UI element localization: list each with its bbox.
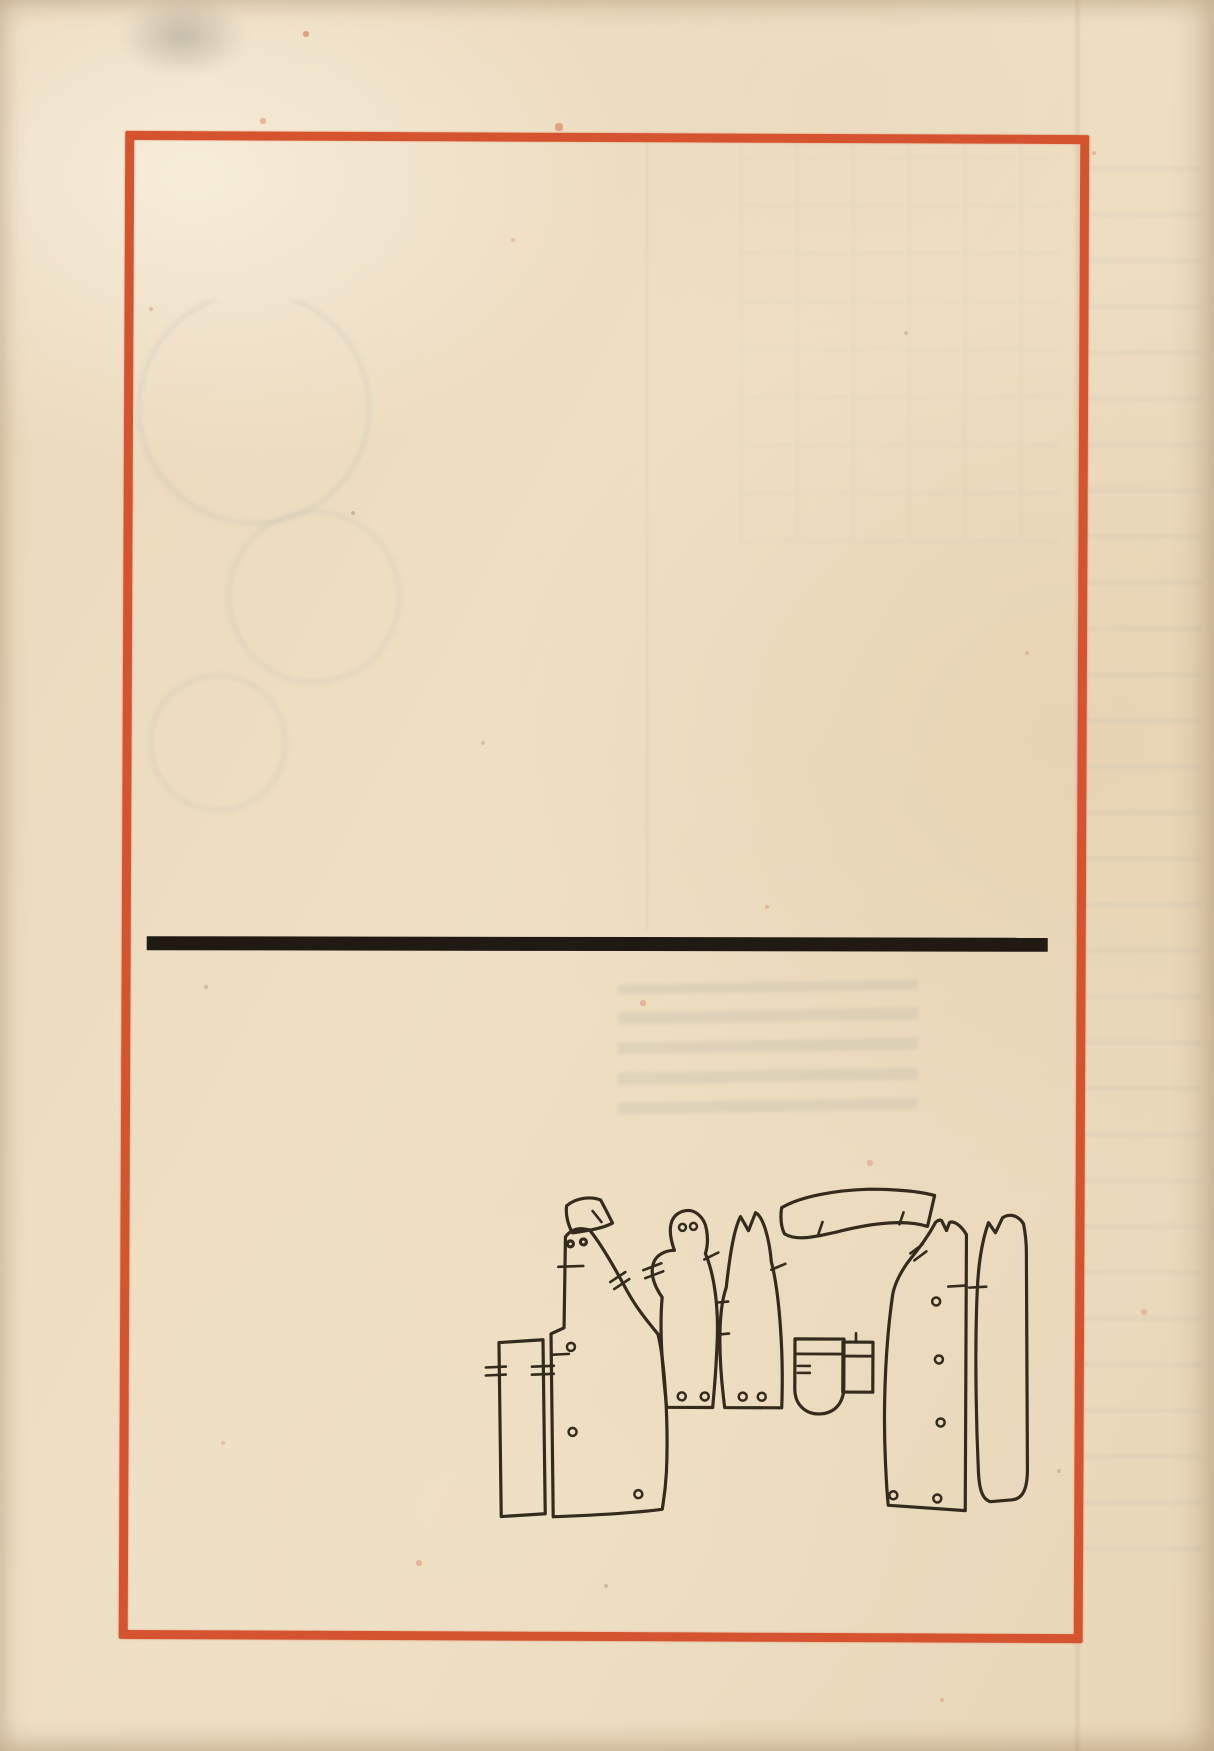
pattern-piece-front-facing <box>968 1215 1028 1502</box>
pattern-piece-front <box>884 1220 966 1511</box>
paper-flecks <box>0 0 2 2</box>
lining-row <box>0 772 1214 805</box>
pattern-piece-collar <box>781 1189 935 1239</box>
lining-table-header <box>1 578 1214 611</box>
divider-bar <box>147 936 1048 952</box>
lining-section-heading <box>431 554 776 582</box>
coat-section-heading <box>433 270 778 298</box>
pattern-piece-welt <box>843 1333 873 1392</box>
pattern-piece-back-sleeve <box>643 1210 719 1407</box>
pattern-piece-underpleat <box>485 1340 554 1517</box>
coat-table-header <box>2 300 1214 333</box>
pattern-piece-pocket <box>795 1339 844 1414</box>
pattern-piece-back-neck-facing <box>566 1198 612 1233</box>
pattern-piece-back <box>550 1229 668 1518</box>
pattern-piece-front-sleeve <box>717 1213 786 1408</box>
coat-row <box>2 493 1214 526</box>
pattern-pieces-diagram <box>427 1179 1041 1532</box>
